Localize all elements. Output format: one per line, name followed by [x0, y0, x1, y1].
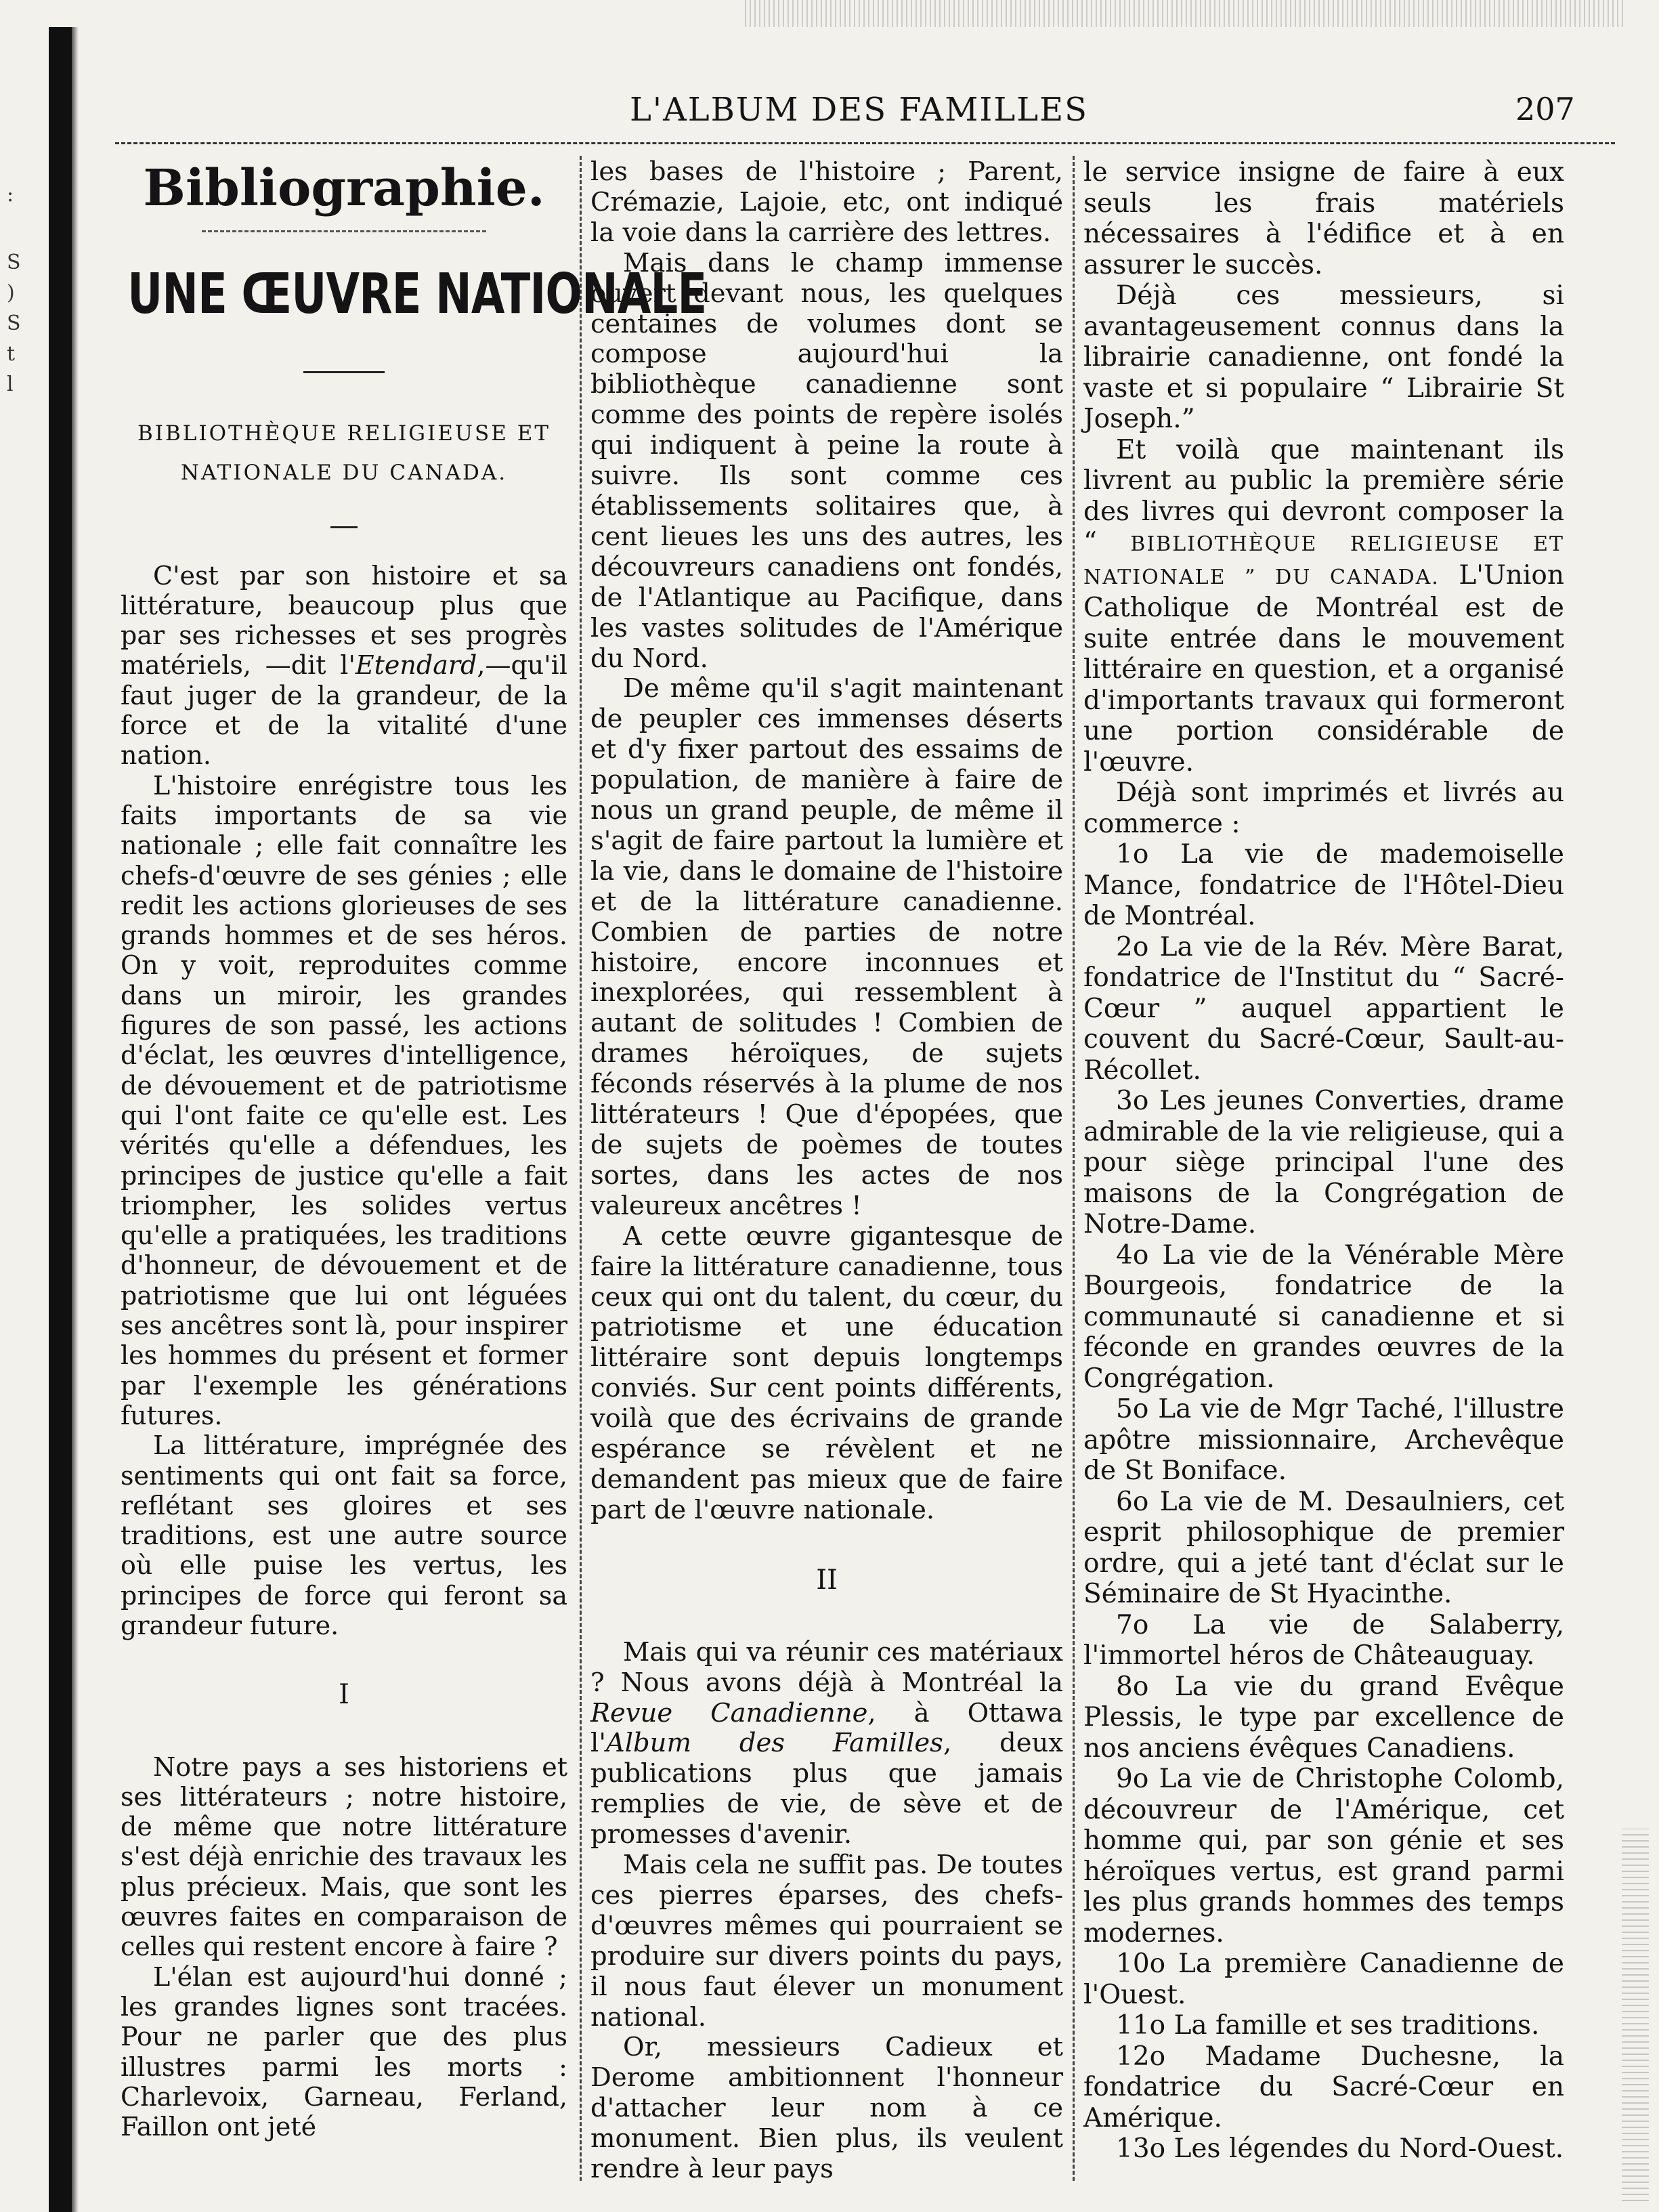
text-run: Et voilà que maintenant ils livrent au public la première série des livres qui devront composer la “ — [1083, 434, 1564, 557]
paragraph: L'histoire enrégistre tous les faits importants de sa vie nationale ; elle fait connaître les chefs-d'œuvre de ses génies ; elle redit les actions glorieuses de ses grands hommes et de ses héros. On y voit, reproduites comme dans un miroir, les grandes figures de son passé, les actions d'éclat, les œuvres d'intelligence, de dévouement et de patriotisme qui l'ont faite ce qu'elle est. Les vérités qu'elle a défendues, les principes de justice qu'elle a fait triompher, les solides vertus qu'elle a pratiquées, les traditions d'honneur, de dévouement et de patriotisme que lui ont léguées ses ancêtres sont là, pour inspirer les hommes du présent et former par l'exemple les générations futures. — [121, 770, 567, 1430]
margin-mark: t — [7, 342, 16, 366]
article-headline: UNE ŒUVRE NATIONALE — [127, 262, 707, 327]
paragraph: Notre pays a ses historiens et ses littérateurs ; notre histoire, de même que notre littérature s'est déjà enrichie des travaux les plus précieux. Mais, que sont les œuvres faites en comparaison de celles qui restent encore à faire ? — [121, 1751, 567, 1962]
list-item: 7o La vie de Salaberry, l'immortel héros de Châteauguay. — [1083, 1609, 1564, 1671]
print-noise-right — [1622, 1829, 1649, 2201]
italic-text: Revue Canadienne — [590, 1697, 868, 1728]
text-run: , deux publications plus que jamais remplies de vie, de sève et de promesses d'avenir. — [590, 1728, 1063, 1850]
header-rule — [115, 142, 1615, 144]
list-item: 8o La vie du grand Evêque Plessis, le type par excellence de nos anciens évêques Canadiens. — [1083, 1671, 1564, 1764]
list-item: 5o La vie de Mgr Taché, l'illustre apôtre missionnaire, Archevêque de St Boniface. — [1083, 1394, 1564, 1486]
short-rule — [303, 371, 385, 373]
paragraph: De même qu'il s'agit maintenant de peupler ces immenses déserts et d'y fixer partout des essaims de population, de manière à faire de nous un grand peuple, de même il s'agit de faire partout la lumière et la vie, dans le domaine de l'histoire et de la littérature canadienne. Combien de parties de notre histoire, encore inconnues et inexplorées, qui ressemblent à autant de solitudes ! Combien de drames héroïques, de sujets féconds réservés à la plume de nos littérateurs ! Que d'épopées, que de sujets de poèmes de toutes sortes, dans les actes de nos valeureux ancêtres ! — [590, 673, 1063, 1221]
list-item: 3o Les jeunes Converties, drame admirable de la vie religieuse, qui a pour siège principal l'une des maisons de la Congrégation de Notre-Dame. — [1083, 1086, 1564, 1239]
list-item: 2o La vie de la Rév. Mère Barat, fondatrice de l'Institut du “ Sacré-Cœur ” auquel appartient le couvent du Sacré-Cœur, Sault-au-Récollet. — [1083, 931, 1564, 1086]
margin-mark: : — [7, 183, 14, 207]
text-run: Mais qui va réunir ces matériaux ? Nous avons déjà à Montréal la — [590, 1636, 1063, 1698]
small-caps-text: BIBLIOTHÈQUE RELIGIEUSE ET NATIONALE ” DU CANADA. — [1083, 532, 1564, 589]
section-number: I — [339, 1679, 349, 1711]
list-item: 6o La vie de M. Desaulniers, cet esprit philosophique de premier ordre, qui a jeté tant d'éclat sur le Séminaire de St Hyacinthe. — [1083, 1486, 1564, 1609]
subtitle-line: NATIONALE DU CANADA. — [180, 460, 508, 485]
list-item: 13o Les légendes du Nord-Ouest. — [1116, 2133, 1564, 2164]
subtitle-line: BIBLIOTHÈQUE RELIGIEUSE ET — [137, 421, 551, 446]
binding-edge — [49, 27, 72, 2212]
binding-shadow — [72, 27, 79, 2212]
text-run: C'est par son histoire et sa littérature, beaucoup plus que par ses richesses et ses progrès matériels, —dit l' — [121, 560, 567, 681]
list-item: 11o La famille et ses traditions. — [1116, 2010, 1540, 2041]
paragraph: les bases de l'histoire ; Parent, Crémazie, Lajoie, etc, ont indiqué la voie dans la carrière des lettres. — [590, 156, 1063, 248]
paragraph: Mais cela ne suffit pas. De toutes ces pierres éparses, des chefs-d'œuvres mêmes qui pourraient se produire sur divers points du pays, il nous faut élever un monument national. — [590, 1850, 1063, 2033]
paragraph: A cette œuvre gigantesque de faire la littérature canadienne, tous ceux qui ont du talent, du cœur, du patriotisme et une éducation littéraire sont depuis longtemps conviés. Sur cent points différents, voilà que des écrivains de grande espérance se révèlent et ne demandent pas mieux que de faire part de l'œuvre nationale. — [590, 1220, 1063, 1525]
dashed-rule — [202, 230, 486, 232]
paragraph: Déjà ces messieurs, si avantageusement connus dans la librairie canadienne, ont fondé la vaste et si populaire “ Librairie St Joseph.” — [1083, 280, 1564, 434]
paragraph: Or, messieurs Cadieux et Derome ambitionnent l'honneur d'attacher leur nom à ce monument. Bien plus, ils veulent rendre à leur pays — [590, 2032, 1063, 2185]
italic-text: Etendard — [355, 650, 477, 681]
section-title: Bibliographie. — [143, 159, 545, 217]
paragraph: le service insigne de faire à eux seuls les frais matériels nécessaires à l'édifice et à en assurer le succès. — [1083, 157, 1564, 280]
margin-mark: S — [7, 251, 21, 274]
margin-mark: ) — [7, 281, 15, 305]
list-item: 9o La vie de Christophe Colomb, découvreur de l'Amérique, cet homme qui, par son génie et ses héroïques vertus, est grand parmi les plus grands hommes des temps modernes. — [1083, 1764, 1564, 1949]
list-item: 4o La vie de la Vénérable Mère Bourgeois, fondatrice de la communauté si canadienne et si féconde en grandes œuvres de la Congrégation. — [1083, 1239, 1564, 1394]
section-number: II — [816, 1564, 838, 1596]
text-run: , à Ottawa l' — [590, 1697, 1063, 1759]
column-2 — [590, 157, 1063, 2185]
column-rule — [1073, 156, 1075, 2181]
paragraph: Déjà sont imprimés et livrés au commerce : — [1083, 778, 1564, 839]
italic-text: Album des Familles — [605, 1728, 943, 1759]
list-item: 1o La vie de mademoiselle Mance, fondatrice de l'Hôtel-Dieu de Montréal. — [1083, 839, 1564, 931]
text-run: ,—qu'il faut juger de la grandeur, de la force et de la vitalité d'une nation. — [121, 650, 567, 771]
print-noise-top — [745, 0, 1625, 27]
paragraph — [590, 1638, 1063, 1850]
text-run: L'Union Catholique de Montréal est de suite entrée dans le mouvement littéraire en question, et a organisé d'importants travaux qui formeront une portion considérable de l'œuvre. — [1083, 559, 1564, 778]
short-rule — [330, 526, 358, 528]
margin-mark: l — [7, 373, 14, 396]
paragraph — [1083, 435, 1564, 778]
paragraph — [121, 561, 567, 771]
margin-mark: S — [7, 312, 21, 335]
column-1 — [121, 157, 707, 2142]
running-head: L'ALBUM DES FAMILLES — [630, 91, 1088, 129]
column-rule — [580, 156, 582, 2181]
column-3 — [1083, 157, 1564, 2165]
paragraph: La littérature, imprégnée des sentiments qui ont fait sa force, reflétant ses gloires et ses traditions, est une autre source où elle puise les vertus, les principes de force qui feront sa grandeur future. — [121, 1430, 567, 1640]
paragraph: Mais dans le champ immense ouvert devant nous, les quelques centaines de volumes dont se compose aujourd'hui la bibliothèque canadienne sont comme des points de repère isolés qui indiquent à peine la route à suivre. Ils sont comme ces établissements solitaires que, à cent lieues les uns des autres, les découvreurs canadiens ont fondés, de l'Atlantique au Pacifique, dans les vastes solitudes de l'Amérique du Nord. — [590, 247, 1063, 674]
list-item: 10o La première Canadienne de l'Ouest. — [1083, 1949, 1564, 2010]
page-number: 207 — [1515, 91, 1575, 127]
paragraph: L'élan est aujourd'hui donné ; les grandes lignes sont tracées. Pour ne parler que des plus illustres parmi les morts : Charlevoix, Garneau, Ferland, Faillon ont jeté — [121, 1961, 567, 2142]
article-subtitle — [121, 414, 567, 492]
list-item: 12o Madame Duchesne, la fondatrice du Sacré-Cœur en Amérique. — [1083, 2041, 1564, 2133]
